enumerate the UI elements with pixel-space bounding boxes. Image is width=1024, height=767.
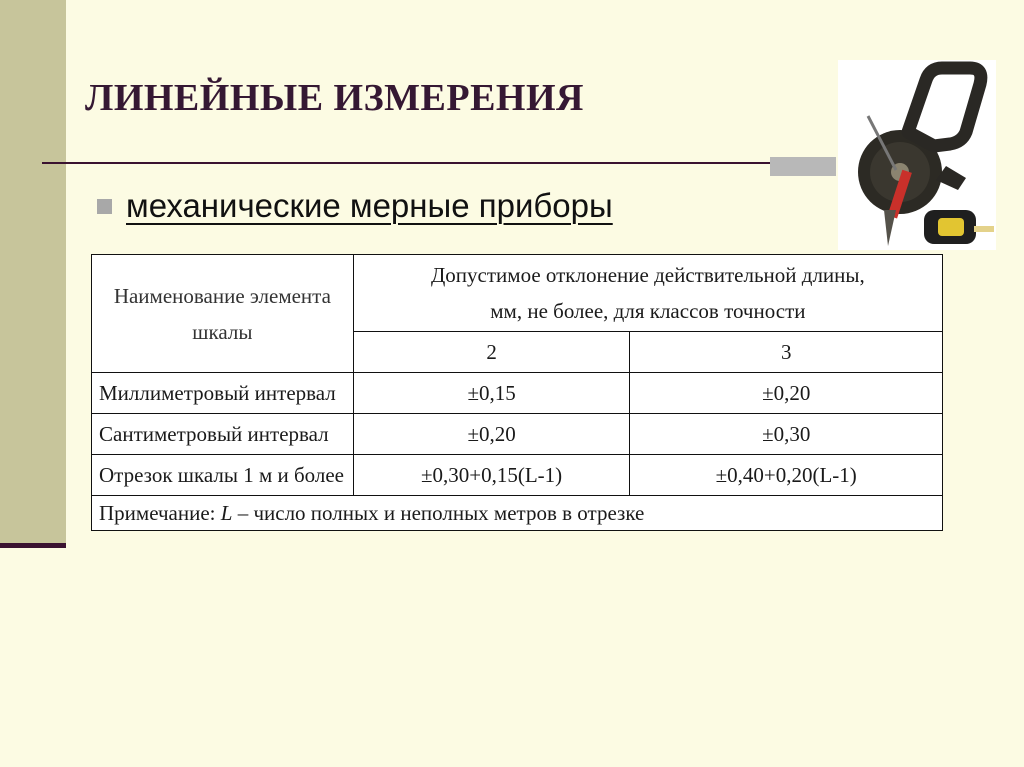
header-deviation <box>353 255 942 332</box>
row-name: Отрезок шкалы 1 м и более <box>92 455 354 496</box>
table-note-row <box>92 496 943 531</box>
row-class-3-value: ±0,30 <box>630 414 943 455</box>
row-class-3-value: ±0,40+0,20(L-1) <box>630 455 943 496</box>
table-row <box>92 414 943 455</box>
header-deviation-line2: мм, не более, для классов точности <box>490 299 806 323</box>
note-text: – число полных и неполных метров в отрезке <box>232 501 645 525</box>
table-note <box>92 496 943 531</box>
table-header-row <box>92 255 943 332</box>
header-element-name: Наименование элемента шкалы <box>92 255 354 373</box>
row-class-2-value: ±0,15 <box>353 373 630 414</box>
row-name: Сантиметровый интервал <box>92 414 354 455</box>
title-rule-accent <box>770 157 836 176</box>
row-name: Миллиметровый интервал <box>92 373 354 414</box>
bullet-text: механические мерные приборы <box>126 187 613 224</box>
note-variable: L <box>220 501 233 525</box>
bullet-item <box>97 187 613 225</box>
bullet-square-icon <box>97 199 112 214</box>
row-class-2-value: ±0,30+0,15(L-1) <box>353 455 630 496</box>
header-deviation-line1: Допустимое отклонение действительной длины, <box>430 263 865 287</box>
table-row <box>92 455 943 496</box>
note-prefix: Примечание: <box>99 501 221 525</box>
row-class-2-value: ±0,20 <box>353 414 630 455</box>
tolerance-table <box>91 254 943 531</box>
row-class-3-value: ±0,20 <box>630 373 943 414</box>
slide-title: ЛИНЕЙНЫЕ ИЗМЕРЕНИЯ <box>85 77 584 119</box>
side-bar <box>0 0 66 548</box>
title-rule <box>42 162 828 164</box>
measuring-tape-photo <box>838 60 996 250</box>
table-row <box>92 373 943 414</box>
measuring-tape-icon <box>838 60 996 250</box>
side-bar-underline <box>0 543 66 548</box>
header-class-3: 3 <box>630 332 943 373</box>
header-class-2: 2 <box>353 332 630 373</box>
